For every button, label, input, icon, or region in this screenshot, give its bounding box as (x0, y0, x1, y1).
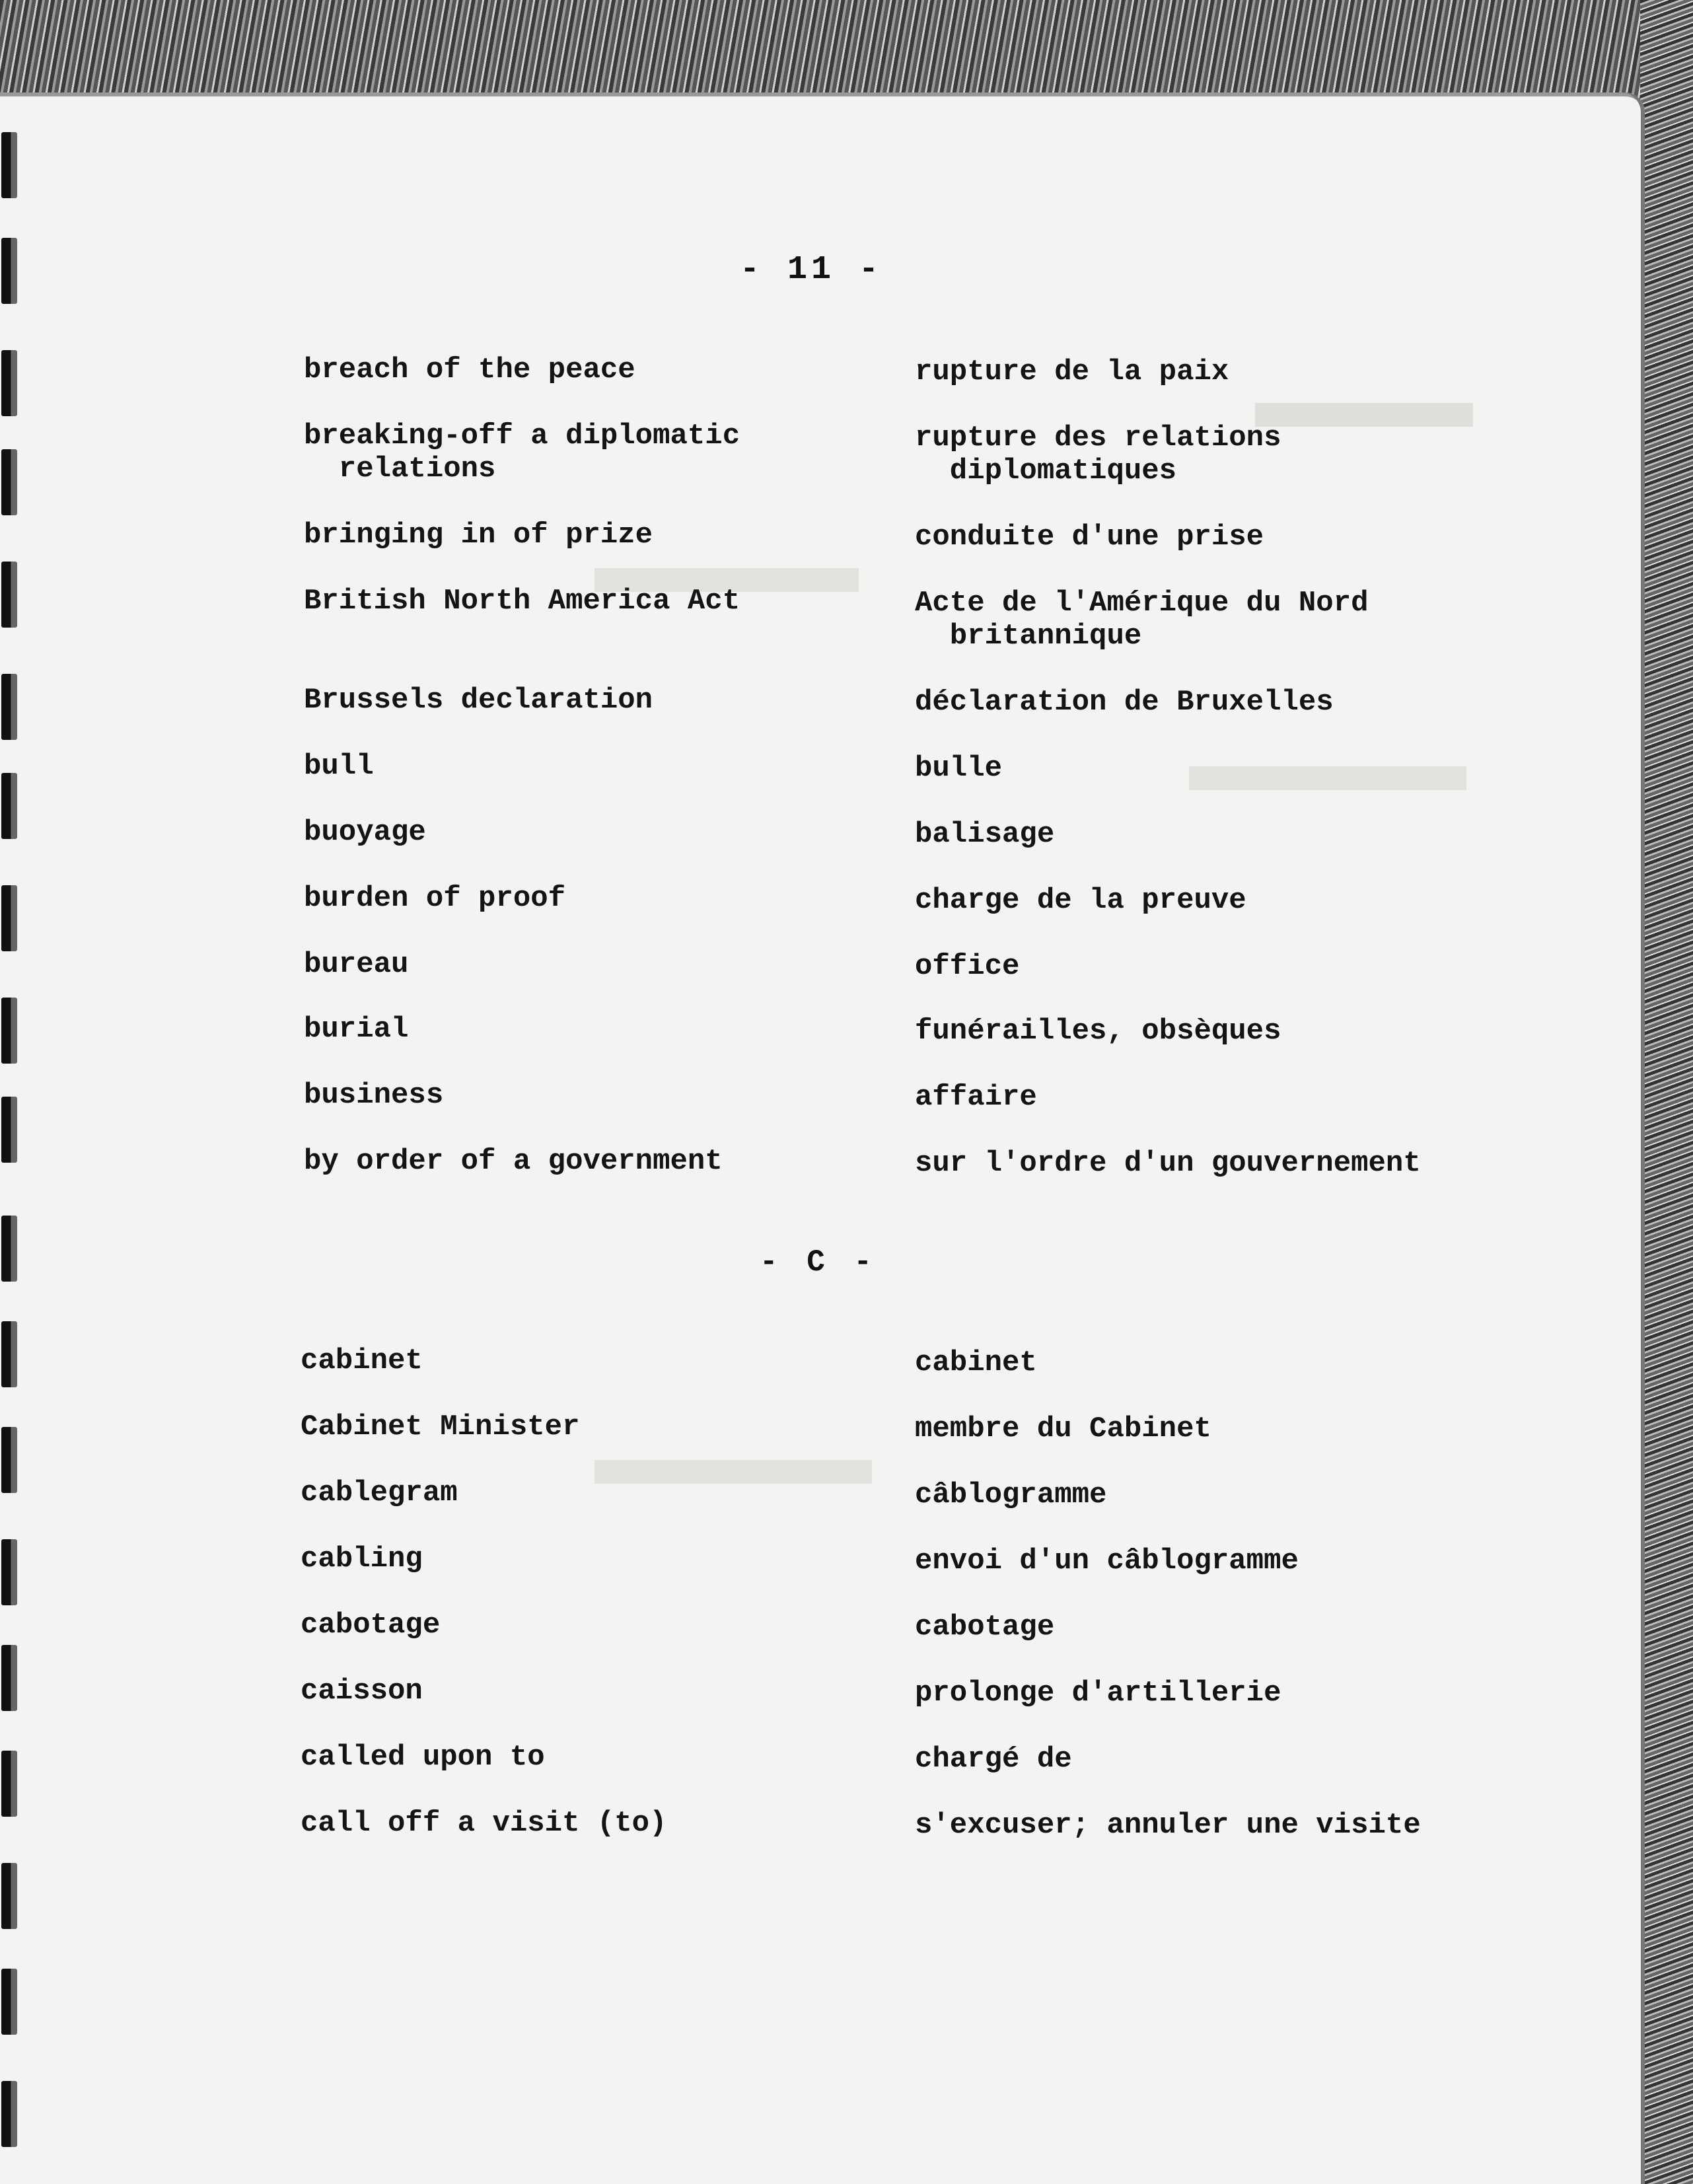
term-french: cabotage (915, 1611, 1055, 1644)
term-french: rupture des relations diplomatiques (915, 421, 1281, 488)
term-english: business (304, 1079, 444, 1112)
term-french: funérailles, obsèques (915, 1015, 1281, 1048)
term-english: by order of a government (304, 1145, 723, 1178)
term-english: cabotage (301, 1609, 441, 1642)
page-number: - 11 - (740, 251, 883, 289)
term-french: câblogramme (915, 1478, 1107, 1511)
term-french: envoi d'un câblogramme (915, 1545, 1299, 1578)
term-english: burden of proof (304, 882, 566, 915)
bleed-through (1189, 766, 1466, 790)
term-french: rupture de la paix (915, 355, 1229, 388)
binding-hole (1, 1751, 17, 1817)
term-english: call off a visit (to) (301, 1807, 667, 1840)
term-english: bureau (304, 948, 409, 981)
bleed-through (594, 1460, 872, 1484)
binding-hole (1, 238, 17, 304)
binding-hole (1, 562, 17, 628)
binding-hole (1, 1321, 17, 1387)
term-english: buoyage (304, 816, 426, 849)
binding-hole (1, 1097, 17, 1163)
term-english: bull (304, 750, 374, 783)
term-french: membre du Cabinet (915, 1412, 1211, 1445)
binding-hole (1, 449, 17, 515)
term-french: conduite d'une prise (915, 521, 1264, 554)
binding-hole (1, 132, 17, 198)
term-french: office (915, 950, 1020, 983)
term-english: cablegram (301, 1476, 458, 1510)
term-english: bringing in of prize (304, 519, 653, 552)
binding-hole (1, 1539, 17, 1605)
term-french: affaire (915, 1081, 1037, 1114)
term-english: British North America Act (304, 585, 740, 618)
term-french: bulle (915, 752, 1003, 785)
term-english: cabling (301, 1543, 423, 1576)
binding-hole (1, 674, 17, 740)
term-english: called upon to (301, 1741, 545, 1774)
binding-hole (1, 998, 17, 1064)
binding-hole (1, 1216, 17, 1282)
term-english: Cabinet Minister (301, 1410, 580, 1443)
term-french: balisage (915, 818, 1055, 851)
section-heading: - C - (760, 1245, 878, 1280)
term-french: prolonge d'artillerie (915, 1677, 1281, 1710)
binding-hole (1, 773, 17, 839)
term-french: cabinet (915, 1346, 1037, 1379)
term-french: Acte de l'Amérique du Nord britannique (915, 587, 1369, 653)
binding-hole (1, 1969, 17, 2035)
term-english: caisson (301, 1675, 423, 1708)
term-english: burial (304, 1013, 409, 1046)
binding-hole (1, 1863, 17, 1929)
binding-hole (1, 350, 17, 416)
binding-hole (1, 1645, 17, 1711)
term-french: s'excuser; annuler une visite (915, 1809, 1421, 1842)
binding-holes (0, 106, 26, 2184)
term-english: breach of the peace (304, 353, 635, 386)
term-english: breaking-off a diplomatic relations (304, 419, 740, 486)
binding-hole (1, 2081, 17, 2147)
binding-hole (1, 885, 17, 951)
scan-top-edge (0, 0, 1693, 99)
term-french: déclaration de Bruxelles (915, 686, 1334, 719)
term-french: charge de la preuve (915, 884, 1246, 917)
term-english: Brussels declaration (304, 684, 653, 717)
term-french: chargé de (915, 1743, 1072, 1776)
term-english: cabinet (301, 1344, 423, 1377)
bleed-through (1255, 403, 1473, 427)
binding-hole (1, 1427, 17, 1493)
scan-binding-edge (1640, 0, 1693, 2184)
term-french: sur l'ordre d'un gouvernement (915, 1147, 1421, 1180)
